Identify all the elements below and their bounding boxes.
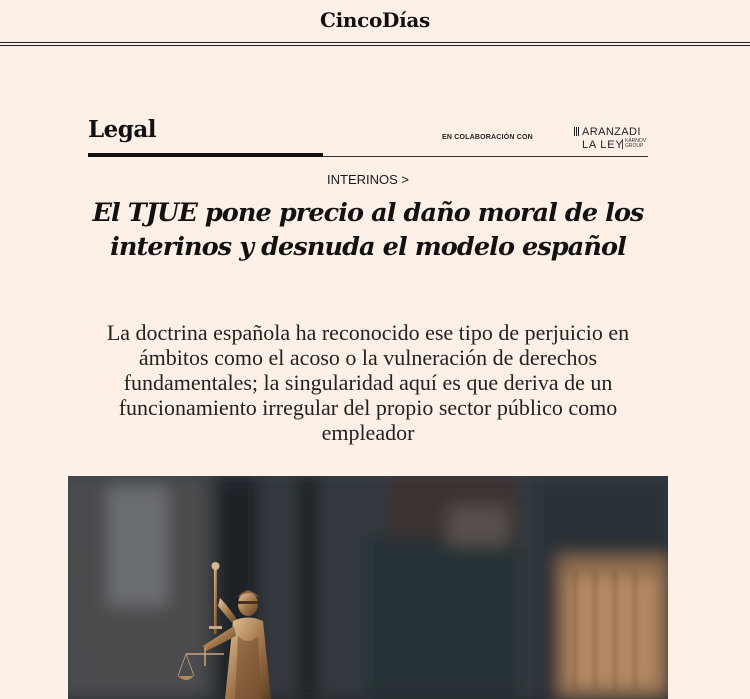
- sponsor-logo[interactable]: [582, 126, 652, 152]
- statue-of-justice-photo: [68, 476, 668, 699]
- collaboration-label: EN COLABORACIÓN CON: [442, 134, 533, 141]
- masthead: [0, 0, 750, 46]
- sponsor-name-aranzadi: ARANZADI: [582, 126, 641, 138]
- section-header: [88, 116, 648, 160]
- section-underline: [88, 153, 323, 157]
- sponsor-name-laley: LA LEY: [582, 139, 624, 151]
- masthead-divider-lower: [0, 45, 750, 46]
- article-headline: El TJUE pone precio al daño moral de los interinos y desnuda el modelo español: [92, 198, 644, 262]
- section-title[interactable]: Legal: [88, 116, 157, 143]
- section-rule: [323, 156, 648, 157]
- sponsor-group: KARNOV GROUP: [622, 139, 649, 149]
- sponsor-bars-icon: [574, 127, 580, 136]
- masthead-divider: [0, 42, 750, 43]
- article-standfirst: La doctrina española ha reconocido ese tipo de perjuicio en ámbitos como el acoso o la vulneración de derechos fundamentales; la singularidad aquí es que deriva de un funcionamiento irregular del propio sector público como empleador: [106, 320, 630, 445]
- article-kicker-link[interactable]: INTERINOS >: [327, 172, 409, 187]
- site-logo[interactable]: CincoDías: [319, 8, 431, 32]
- hero-image: [68, 476, 668, 699]
